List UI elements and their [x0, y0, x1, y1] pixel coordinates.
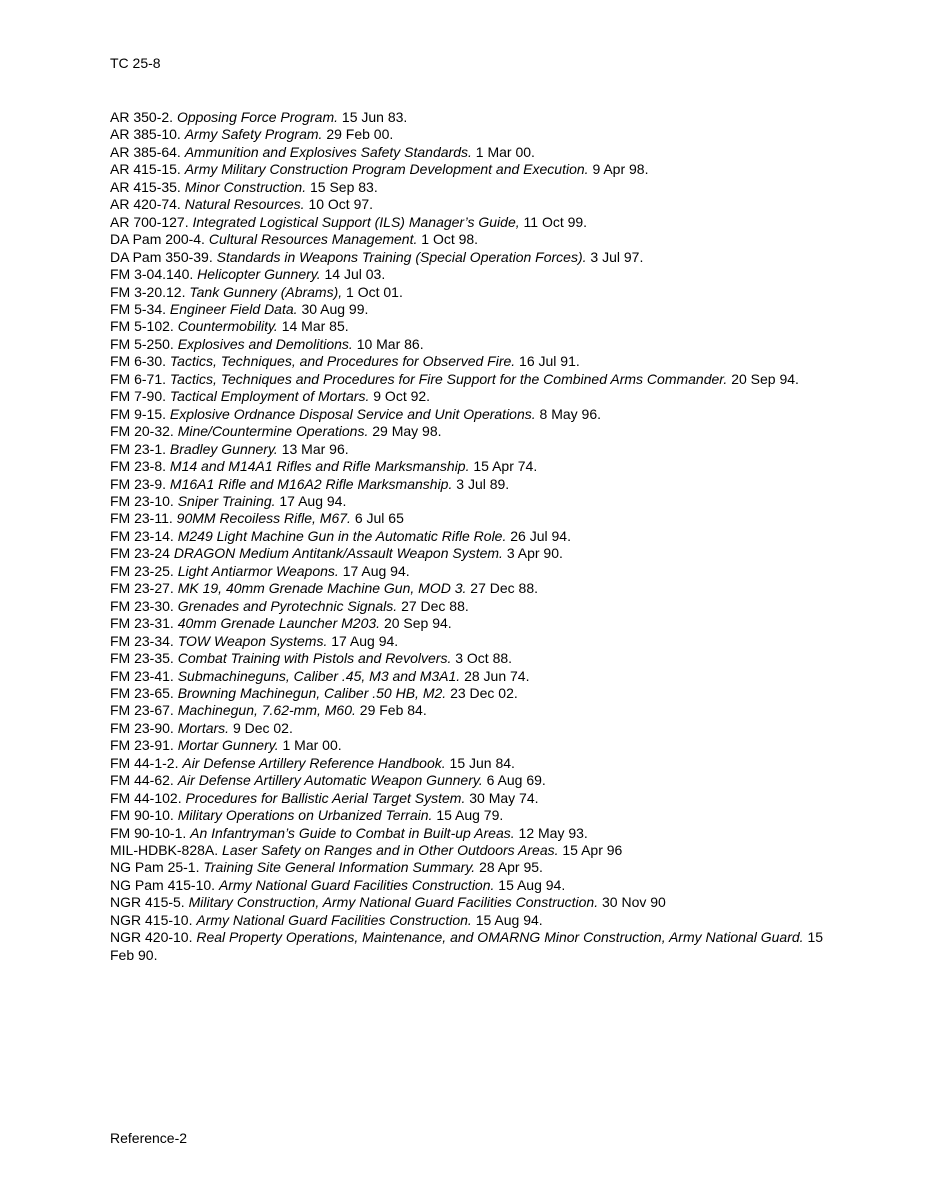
reference-entry: [110, 231, 830, 248]
reference-date: 15 Apr 74.: [473, 458, 538, 475]
reference-title: Cultural Resources Management.: [208, 231, 418, 248]
reference-id: AR 385-64.: [110, 143, 181, 160]
reference-entry: [110, 284, 830, 301]
reference-date: 1 Mar 00.: [282, 737, 342, 754]
reference-id: FM 23-10.: [110, 492, 174, 509]
reference-entry: [110, 406, 830, 423]
reference-date: 15 Feb 90.: [110, 929, 824, 963]
reference-title: Machinegun, 7.62-mm, M60.: [177, 702, 356, 719]
reference-entry: [110, 929, 830, 964]
reference-title: Tank Gunnery (Abrams),: [189, 283, 343, 300]
reference-id: AR 385-10.: [110, 126, 181, 143]
reference-entry: [110, 493, 830, 510]
reference-title: Mortar Gunnery.: [177, 737, 279, 754]
reference-date: 14 Jul 03.: [324, 266, 386, 283]
reference-entry: [110, 859, 830, 876]
reference-date: 12 May 93.: [518, 824, 588, 841]
reference-title: Grenades and Pyrotechnic Signals.: [177, 597, 398, 614]
reference-title: Combat Training with Pistols and Revolvers.: [177, 650, 452, 667]
reference-entry: [110, 179, 830, 196]
reference-entry: [110, 388, 830, 405]
reference-entry: [110, 318, 830, 335]
reference-id: FM 23-25.: [110, 562, 174, 579]
reference-date: 1 Oct 98.: [421, 231, 479, 248]
reference-id: FM 7-90.: [110, 388, 167, 405]
reference-entry: [110, 441, 830, 458]
reference-entry: [110, 772, 830, 789]
reference-date: 15 Aug 79.: [436, 807, 504, 824]
reference-title: MK 19, 40mm Grenade Machine Gun, MOD 3.: [177, 580, 467, 597]
reference-entry: [110, 615, 830, 632]
reference-date: 14 Mar 85.: [281, 318, 349, 335]
reference-title: Air Defense Artillery Reference Handbook.: [182, 754, 446, 771]
reference-entry: [110, 877, 830, 894]
reference-title: TOW Weapon Systems.: [177, 632, 328, 649]
reference-date: 20 Sep 94.: [731, 370, 799, 387]
reference-date: 16 Jul 91.: [519, 353, 580, 370]
reference-title: 40mm Grenade Launcher M203.: [177, 615, 381, 632]
reference-date: 9 Dec 02.: [232, 719, 293, 736]
reference-date: 15 Apr 96: [562, 842, 623, 859]
reference-id: FM 20-32.: [110, 423, 174, 440]
reference-id: FM 23-31.: [110, 615, 174, 632]
reference-id: AR 420-74.: [110, 196, 181, 213]
reference-date: 29 Feb 84.: [359, 702, 427, 719]
reference-entry: [110, 912, 830, 929]
reference-entry: [110, 458, 830, 475]
reference-title: Opposing Force Program.: [176, 109, 339, 125]
reference-id: FM 44-1-2.: [110, 754, 179, 771]
reference-date: 30 Aug 99.: [301, 300, 369, 317]
reference-date: 26 Jul 94.: [510, 527, 571, 544]
reference-date: 1 Mar 00.: [475, 143, 535, 160]
reference-entry: [110, 807, 830, 824]
reference-date: 29 Feb 00.: [326, 126, 394, 143]
reference-date: 15 Sep 83.: [310, 178, 378, 195]
reference-title: Bradley Gunnery.: [169, 440, 278, 457]
page-footer: Reference-2: [110, 1130, 188, 1146]
reference-id: NGR 420-10.: [110, 929, 193, 946]
reference-id: FM 9-15.: [110, 405, 167, 422]
reference-entry: [110, 668, 830, 685]
reference-title: M249 Light Machine Gun in the Automatic Rifle Role.: [177, 527, 507, 544]
reference-id: AR 350-2.: [110, 109, 174, 125]
reference-entry: [110, 126, 830, 143]
reference-id: FM 23-30.: [110, 597, 174, 614]
reference-title: Mine/Countermine Operations.: [177, 423, 369, 440]
reference-date: 27 Dec 88.: [401, 597, 469, 614]
reference-title: Army Safety Program.: [184, 126, 323, 143]
reference-id: FM 23-27.: [110, 580, 174, 597]
reference-date: 23 Dec 02.: [450, 684, 518, 701]
reference-date: 30 Nov 90: [602, 894, 666, 911]
reference-id: FM 90-10.: [110, 807, 174, 824]
reference-id: NGR 415-5.: [110, 894, 185, 911]
reference-id: FM 90-10-1.: [110, 824, 187, 841]
reference-date: 17 Aug 94.: [331, 632, 399, 649]
reference-date: 17 Aug 94.: [342, 562, 410, 579]
reference-entry: [110, 301, 830, 318]
reference-title: Army Military Construction Program Development and Execution.: [184, 161, 589, 178]
reference-entry: [110, 249, 830, 266]
reference-date: 3 Jul 97.: [590, 248, 644, 265]
reference-list: [110, 109, 830, 964]
reference-title: M16A1 Rifle and M16A2 Rifle Marksmanship.: [169, 475, 453, 492]
reference-title: Military Construction, Army National Guard Facilities Construction.: [188, 894, 599, 911]
reference-id: FM 6-71.: [110, 370, 167, 387]
reference-title: Sniper Training.: [177, 492, 276, 509]
reference-id: FM 23-65.: [110, 684, 174, 701]
reference-entry: [110, 371, 830, 388]
reference-id: FM 3-20.12.: [110, 283, 186, 300]
reference-title: Integrated Logistical Support (ILS) Manager’s Guide,: [192, 213, 520, 230]
reference-id: FM 44-62.: [110, 772, 174, 789]
reference-id: FM 5-34.: [110, 300, 167, 317]
reference-date: 27 Dec 88.: [470, 580, 538, 597]
reference-entry: [110, 685, 830, 702]
reference-id: FM 23-67.: [110, 702, 174, 719]
reference-entry: [110, 545, 830, 562]
reference-entry: [110, 109, 830, 126]
reference-title: Mortars.: [177, 719, 230, 736]
reference-date: 1 Oct 01.: [346, 283, 403, 300]
reference-title: Submachineguns, Caliber .45, M3 and M3A1.: [177, 667, 461, 684]
reference-title: Training Site General Information Summary.: [203, 859, 476, 876]
reference-id: DA Pam 200-4.: [110, 231, 205, 248]
reference-date: 15 Aug 94.: [498, 876, 566, 893]
reference-title: Tactics, Techniques and Procedures for Fire Support for the Combined Arms Commander.: [169, 370, 728, 387]
reference-entry: [110, 266, 830, 283]
reference-entry: [110, 580, 830, 597]
reference-title: M14 and M14A1 Rifles and Rifle Marksmanship.: [169, 458, 470, 475]
reference-date: 15 Jun 83.: [341, 109, 408, 125]
reference-id: FM 6-30.: [110, 353, 167, 370]
reference-id: FM 23-91.: [110, 737, 174, 754]
reference-title: Minor Construction.: [184, 178, 307, 195]
reference-id: AR 700-127.: [110, 213, 189, 230]
reference-title: Laser Safety on Ranges and in Other Outdoors Areas.: [222, 842, 559, 859]
reference-title: Army National Guard Facilities Construction.: [218, 876, 495, 893]
reference-id: FM 23-35.: [110, 650, 174, 667]
reference-id: FM 23-8.: [110, 458, 167, 475]
reference-title: 90MM Recoiless Rifle, M67.: [176, 510, 351, 527]
reference-date: 30 May 74.: [469, 789, 539, 806]
reference-title: Explosives and Demolitions.: [177, 335, 353, 352]
reference-id: FM 5-102.: [110, 318, 174, 335]
reference-entry: [110, 790, 830, 807]
reference-title: Air Defense Artillery Automatic Weapon Gunnery.: [177, 772, 483, 789]
reference-entry: [110, 336, 830, 353]
reference-date: 10 Mar 86.: [356, 335, 424, 352]
reference-title: Procedures for Ballistic Aerial Target System.: [185, 789, 466, 806]
reference-title: DRAGON Medium Antitank/Assault Weapon System.: [173, 545, 503, 562]
reference-entry: [110, 842, 830, 859]
reference-entry: [110, 144, 830, 161]
reference-date: 9 Apr 98.: [592, 161, 649, 178]
reference-id: MIL-HDBK-828A.: [110, 842, 219, 859]
reference-entry: [110, 563, 830, 580]
reference-date: 15 Jun 84.: [449, 754, 515, 771]
reference-date: 3 Apr 90.: [506, 545, 563, 562]
reference-id: FM 23-14.: [110, 527, 174, 544]
reference-entry: [110, 598, 830, 615]
reference-entry: [110, 214, 830, 231]
reference-entry: [110, 650, 830, 667]
reference-title: Helicopter Gunnery.: [197, 266, 321, 283]
reference-entry: [110, 755, 830, 772]
reference-title: Countermobility.: [177, 318, 278, 335]
reference-id: FM 23-11.: [110, 510, 173, 527]
reference-entry: [110, 720, 830, 737]
reference-entry: [110, 633, 830, 650]
reference-id: NGR 415-10.: [110, 911, 193, 928]
reference-title: Natural Resources.: [184, 196, 305, 213]
reference-title: Military Operations on Urbanized Terrain.: [177, 807, 433, 824]
reference-id: FM 3-04.140.: [110, 266, 194, 283]
reference-title: Ammunition and Explosives Safety Standards.: [184, 143, 472, 160]
reference-title: Engineer Field Data.: [169, 300, 298, 317]
reference-id: FM 23-90.: [110, 719, 174, 736]
reference-date: 17 Aug 94.: [279, 492, 347, 509]
reference-title: Tactical Employment of Mortars.: [169, 388, 370, 405]
reference-title: Tactics, Techniques, and Procedures for Observed Fire.: [169, 353, 516, 370]
reference-date: 28 Apr 95.: [479, 859, 543, 876]
reference-entry: [110, 353, 830, 370]
reference-date: 11 Oct 99.: [523, 213, 588, 230]
reference-entry: [110, 702, 830, 719]
reference-date: 15 Aug 94.: [475, 911, 543, 928]
reference-date: 20 Sep 94.: [383, 615, 452, 632]
reference-id: FM 23-24: [110, 545, 170, 562]
reference-id: FM 23-9.: [110, 475, 167, 492]
reference-date: 10 Oct 97.: [308, 196, 374, 213]
reference-date: 13 Mar 96.: [281, 440, 349, 457]
reference-title: Real Property Operations, Maintenance, and OMARNG Minor Construction, Army National Guard.: [196, 929, 804, 946]
reference-id: FM 23-41.: [110, 667, 174, 684]
reference-id: FM 23-34.: [110, 632, 174, 649]
reference-date: 6 Jul 65: [354, 510, 404, 527]
reference-id: FM 5-250.: [110, 335, 174, 352]
reference-title: Browning Machinegun, Caliber .50 HB, M2.: [177, 684, 447, 701]
reference-id: DA Pam 350-39.: [110, 248, 213, 265]
reference-entry: [110, 423, 830, 440]
reference-date: 3 Oct 88.: [455, 650, 513, 667]
reference-id: NG Pam 25-1.: [110, 859, 200, 876]
reference-id: AR 415-15.: [110, 161, 181, 178]
reference-entry: [110, 894, 830, 911]
reference-date: 6 Aug 69.: [486, 772, 546, 789]
page-header: TC 25-8: [110, 55, 161, 71]
reference-entry: [110, 528, 830, 545]
reference-date: 9 Oct 92.: [373, 388, 431, 405]
reference-entry: [110, 196, 830, 213]
reference-title: Standards in Weapons Training (Special Operation Forces).: [216, 248, 587, 265]
reference-date: 29 May 98.: [372, 423, 442, 440]
reference-id: FM 44-102.: [110, 789, 182, 806]
reference-id: AR 415-35.: [110, 178, 181, 195]
reference-title: Army National Guard Facilities Construction.: [196, 911, 472, 928]
reference-title: Explosive Ordnance Disposal Service and Unit Operations.: [169, 405, 536, 422]
reference-date: 8 May 96.: [539, 405, 602, 422]
reference-entry: [110, 825, 830, 842]
reference-entry: [110, 510, 830, 527]
reference-id: FM 23-1.: [110, 440, 167, 457]
reference-title: Light Antiarmor Weapons.: [177, 562, 339, 579]
reference-title: An Infantryman’s Guide to Combat in Built-up Areas.: [190, 824, 515, 841]
reference-entry: [110, 161, 830, 178]
reference-date: 28 Jun 74.: [464, 667, 530, 684]
reference-date: 3 Jul 89.: [456, 475, 510, 492]
reference-id: NG Pam 415-10.: [110, 876, 216, 893]
reference-entry: [110, 476, 830, 493]
reference-entry: [110, 737, 830, 754]
